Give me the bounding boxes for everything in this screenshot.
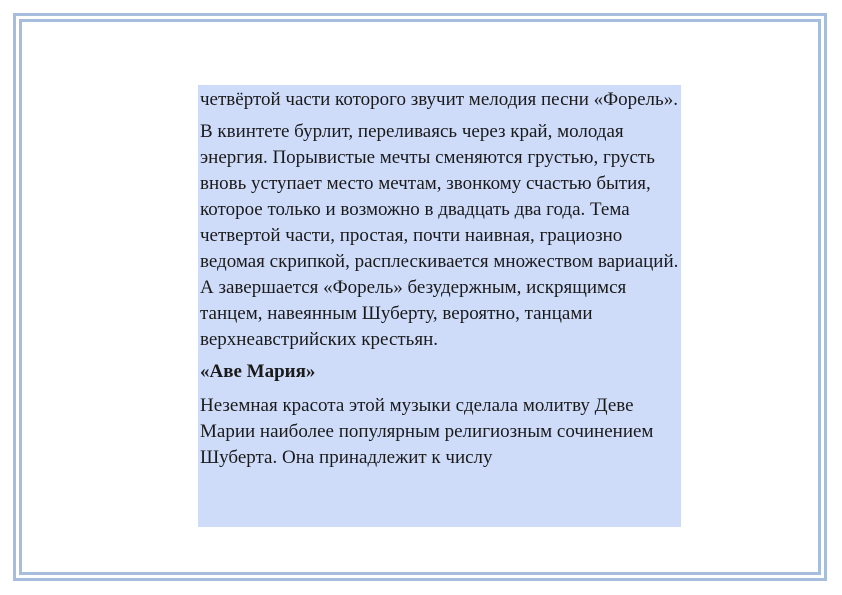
paragraph-quintet: В квинтете бурлит, переливаясь через край, молодая энергия. Порывистые мечты сменяются грустью, грусть вновь уступает место мечтам, звонкому счастью бытия, которое только и возможно в двадцать два года. Тема четвертой части, простая, почти наивная, грациозно ведомая скрипкой, расплескивается множеством вариаций. А завершается «Форель» безудержным, искрящимся танцем, навеянным Шуберту, вероятно, танцами верхнеавстрийских крестьян. xyxy=(200,121,679,350)
paragraph-ave-maria: Неземная красота этой музыки сделала молитву Деве Марии наиболее популярным религиозным сочинением Шуберта. Она принадлежит к числу xyxy=(200,395,654,468)
section-heading: «Аве Мария» xyxy=(200,361,316,382)
text-block xyxy=(198,85,681,527)
paragraph-continuation: четвёртой части которого звучит мелодия песни «Форель». xyxy=(200,89,678,110)
